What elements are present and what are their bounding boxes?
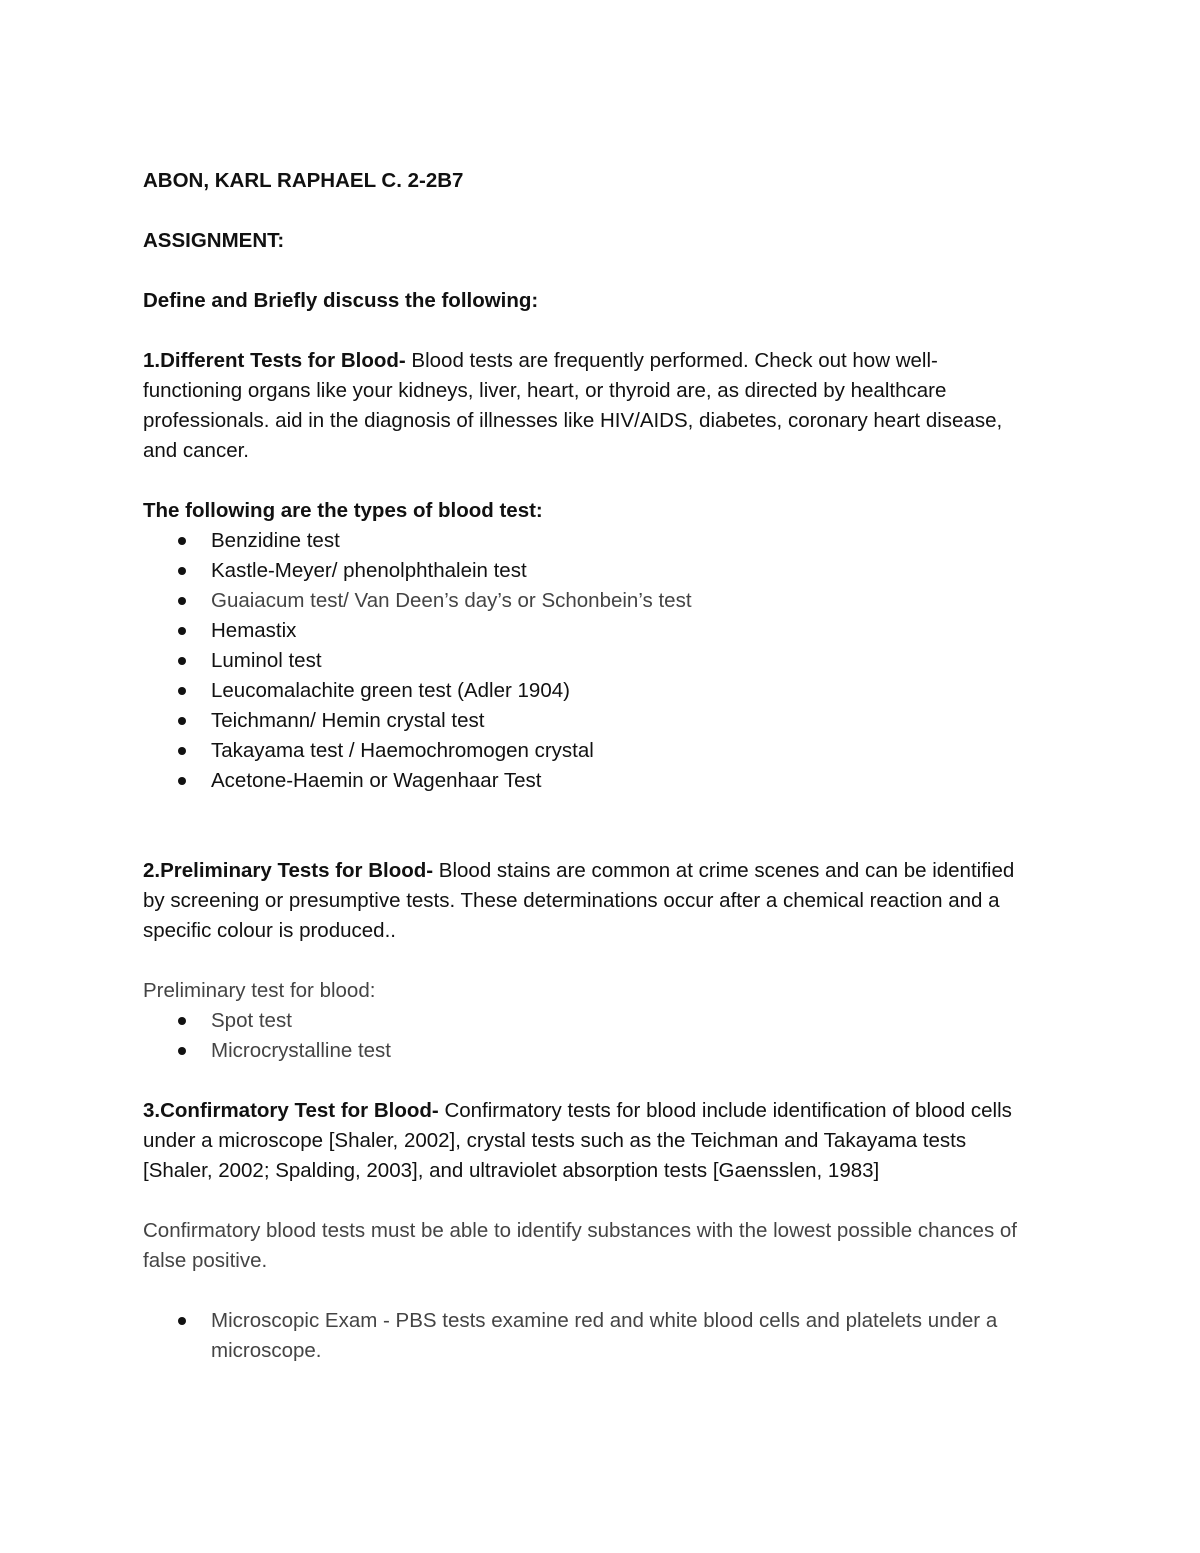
list-item-text: Guaiacum test/ Van Deen’s day’s or Schonbein’s test bbox=[211, 589, 692, 612]
bullet-icon bbox=[178, 1317, 186, 1325]
student-name-line: ABON, KARL RAPHAEL C. 2-2B7 bbox=[143, 169, 464, 192]
spacer bbox=[143, 1276, 1043, 1306]
bullet-icon bbox=[178, 717, 186, 725]
instruction-line: Define and Briefly discuss the following: bbox=[143, 289, 539, 312]
bullet-icon bbox=[178, 747, 186, 755]
list-item bbox=[143, 676, 1043, 706]
section-2-heading: 2.Preliminary Tests for Blood- bbox=[143, 859, 434, 882]
list-item-text: Leucomalachite green test (Adler 1904) bbox=[211, 679, 570, 702]
confirmatory-tests-list bbox=[143, 1306, 1043, 1366]
list-item-text: Takayama test / Haemochromogen crystal bbox=[211, 739, 594, 762]
section-1-text: Blood tests are frequently performed. Check out how well-functioning organs like your kidneys, liver, heart, or thyroid are, as directed by healthcare professionals. aid in the diagnosis of illnesses like HIV/AIDS, diabetes, coronary heart disease, and cancer. bbox=[143, 349, 1003, 462]
bullet-icon bbox=[178, 567, 186, 575]
list-item-text: Microcrystalline test bbox=[211, 1039, 391, 1062]
list-item bbox=[143, 616, 1043, 646]
section-1-paragraph bbox=[143, 346, 1033, 466]
section-2-paragraph bbox=[143, 856, 1033, 946]
list-item bbox=[143, 646, 1043, 676]
list-item bbox=[143, 1006, 1043, 1036]
section-2-text: Blood stains are common at crime scenes and can be identified by screening or presumptive tests. These determinations occur after a chemical reaction and a specific colour is produced.. bbox=[143, 859, 1015, 942]
list-item bbox=[143, 736, 1043, 766]
spacer bbox=[143, 796, 1043, 856]
list-item-text: Teichmann/ Hemin crystal test bbox=[211, 709, 485, 732]
bullet-icon bbox=[178, 687, 186, 695]
spacer bbox=[143, 256, 1043, 286]
list-item-text: Benzidine test bbox=[211, 529, 340, 552]
section-2-list-heading: Preliminary test for blood: bbox=[143, 979, 376, 1002]
section-3-note: Confirmatory blood tests must be able to identify substances with the lowest possible chances of false positive. bbox=[143, 1219, 1017, 1272]
bullet-icon bbox=[178, 537, 186, 545]
section-1-heading: 1.Different Tests for Blood- bbox=[143, 349, 406, 372]
list-item bbox=[143, 1036, 1043, 1066]
bullet-icon bbox=[178, 627, 186, 635]
preliminary-tests-list bbox=[143, 1006, 1043, 1066]
spacer bbox=[143, 196, 1043, 226]
list-item-text: Spot test bbox=[211, 1009, 292, 1032]
document-body bbox=[143, 166, 1043, 1366]
assignment-label: ASSIGNMENT: bbox=[143, 229, 285, 252]
section-3-text: Confirmatory tests for blood include identification of blood cells under a microscope [Shaler, 2002], crystal tests such as the Teichman and Takayama tests [Shaler, 2002; Spalding, 2003], and ultraviolet absorption tests [Gaensslen, 1983] bbox=[143, 1099, 1012, 1182]
list-item bbox=[143, 1306, 1033, 1366]
bullet-icon bbox=[178, 1047, 186, 1055]
bullet-icon bbox=[178, 1017, 186, 1025]
list-item bbox=[143, 706, 1043, 736]
list-item-text: Hemastix bbox=[211, 619, 297, 642]
list-item bbox=[143, 766, 1043, 796]
blood-test-types-list bbox=[143, 526, 1043, 796]
bullet-icon bbox=[178, 657, 186, 665]
spacer bbox=[143, 316, 1043, 346]
spacer bbox=[143, 1066, 1043, 1096]
section-3-heading: 3.Confirmatory Test for Blood- bbox=[143, 1099, 439, 1122]
spacer bbox=[143, 1186, 1043, 1216]
list-item bbox=[143, 556, 1043, 586]
section-1-list-heading: The following are the types of blood test: bbox=[143, 499, 543, 522]
bullet-icon bbox=[178, 777, 186, 785]
list-item bbox=[143, 526, 1043, 556]
list-item-text: Kastle-Meyer/ phenolphthalein test bbox=[211, 559, 527, 582]
section-3-paragraph bbox=[143, 1096, 1033, 1186]
list-item-text: Microscopic Exam - PBS tests examine red and white blood cells and platelets under a microscope. bbox=[211, 1309, 998, 1362]
spacer bbox=[143, 946, 1043, 976]
list-item-text: Luminol test bbox=[211, 649, 322, 672]
list-item-text: Acetone-Haemin or Wagenhaar Test bbox=[211, 769, 542, 792]
spacer bbox=[143, 466, 1043, 496]
bullet-icon bbox=[178, 597, 186, 605]
list-item bbox=[143, 586, 1043, 616]
